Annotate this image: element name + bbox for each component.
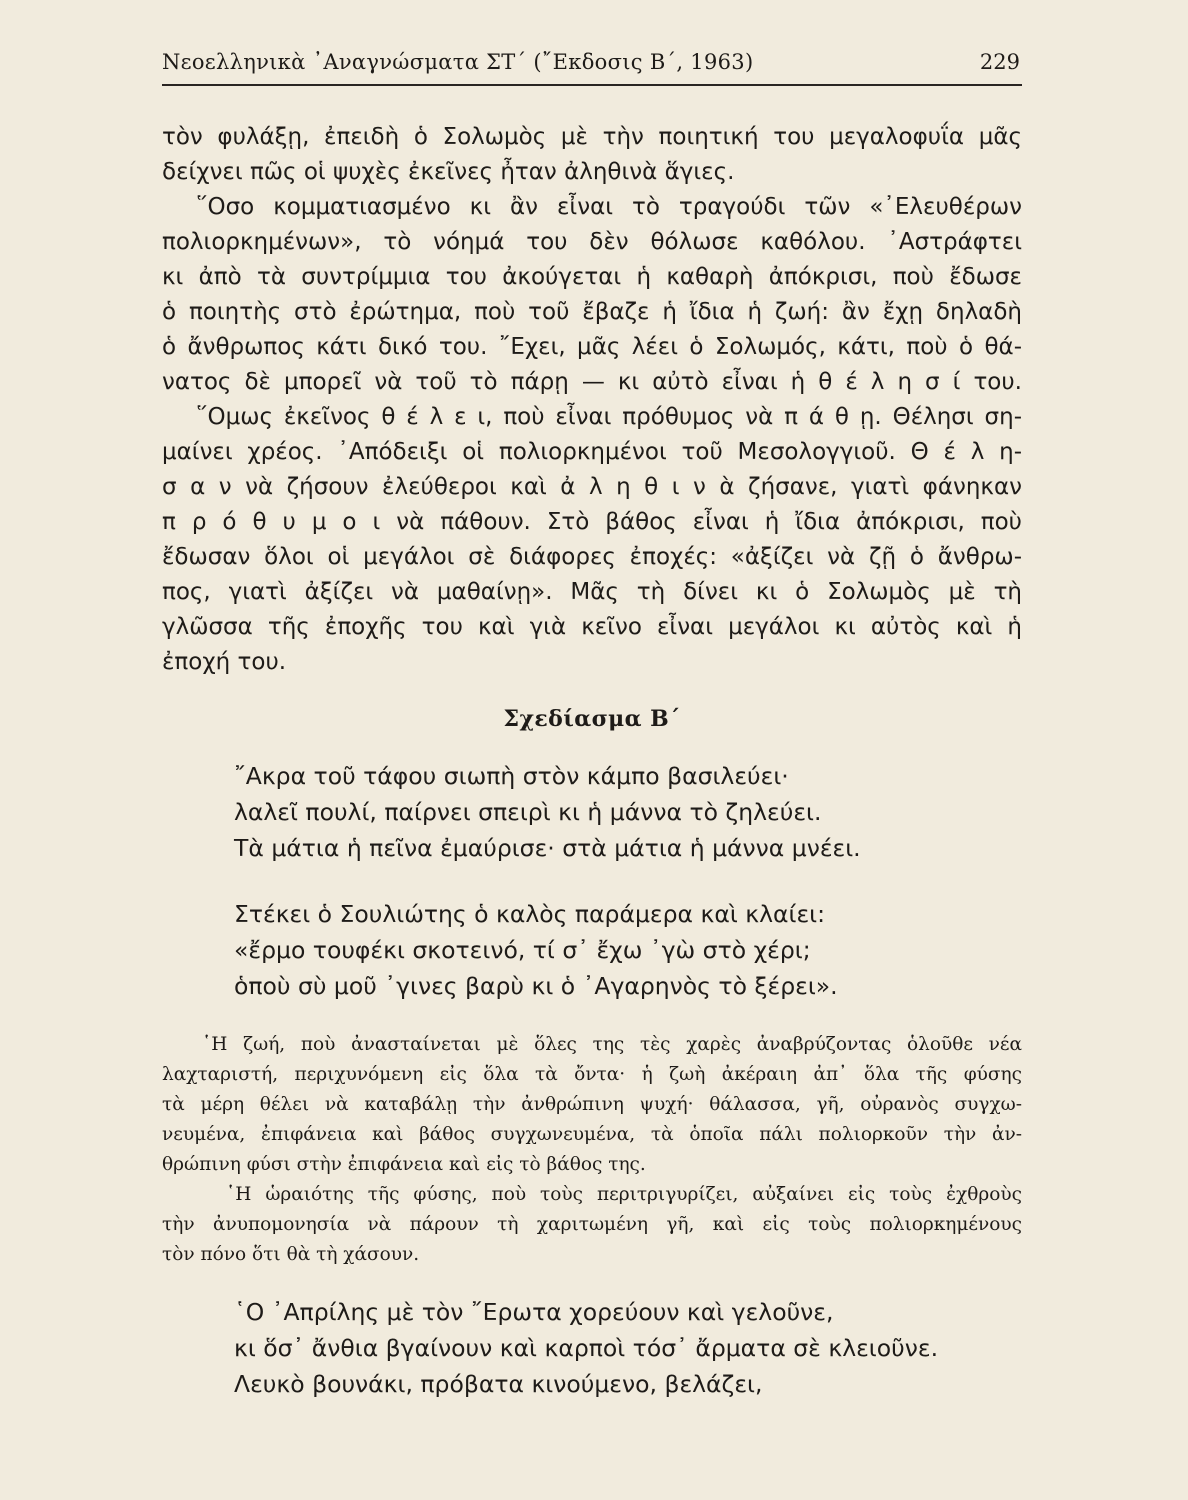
header-rule [162, 84, 1022, 86]
note-line: λαχταριστή, περιχυνόμενη εἰς ὅλα τὰ ὄντα· ἡ ζωὴ ἀκέραιη ἀπ᾿ ὅλα τῆς φύσης [162, 1064, 1022, 1085]
note-line: θρώπινη φύσι στὴν ἐπιφάνεια καὶ εἰς τὸ βάθος της. [162, 1154, 646, 1175]
note-line: τὸν πόνο ὅτι θὰ τὴ χάσουν. [162, 1244, 420, 1265]
text-line: ῞Οσο κομματιασμένο κι ἂν εἶναι τὸ τραγούδι τῶν «᾿Ελευθέρων [196, 194, 1022, 220]
text-line: κι ἀπὸ τὰ συντρίμμια του ἀκούγεται ἡ καθαρὴ ἀπόκρισι, ποὺ ἔδωσε [162, 264, 1022, 290]
text-line: πολιορκημένων», τὸ νόημά του δὲν θόλωσε καθόλου. ᾿Αστράφτει [162, 229, 1022, 255]
verse-line: ῎Ακρα τοῦ τάφου σιωπὴ στὸν κάμπο βασιλεύει· [234, 762, 789, 790]
running-header [162, 48, 1022, 80]
verse-line: κι ὅσ᾿ ἄνθια βγαίνουν καὶ καρποὶ τόσ᾿ ἄρματα σὲ κλειοῦνε. [234, 1334, 939, 1362]
text-line: ὁ ἄνθρωπος κάτι δικό του. ῎Εχει, μᾶς λέει ὁ Σολωμός, κάτι, ποὺ ὁ θά- [162, 334, 1022, 360]
poem-stanza-3 [234, 1294, 1034, 1402]
verse-line: Λευκὸ βουνάκι, πρόβατα κινούμενο, βελάζει, [234, 1370, 763, 1398]
text-line: ῞Ομως ἐκεῖνος θ έ λ ε ι, ποὺ εἶναι πρόθυμος νὰ π ά θ ῃ. Θέλησι ση- [196, 404, 1022, 430]
text-line: τὸν φυλάξῃ, ἐπειδὴ ὁ Σολωμὸς μὲ τὴν ποιητική του μεγαλοφυΐα μᾶς [162, 124, 1022, 150]
notes-block [162, 1030, 1022, 1270]
poem-stanza-2 [234, 896, 1034, 1004]
note-line: ῾Η ζωή, ποὺ ἀνασταίνεται μὲ ὅλες της τὲς χαρὲς ἀναβρύζοντας ὁλοῦθε νέα [202, 1034, 1022, 1055]
header-title: Νεοελληνικὰ ᾿Αναγνώσματα ΣΤ΄ (῎Εκδοσις Β΄, 1963) [162, 50, 754, 74]
note-line: τὴν ἀνυπομονησία νὰ πάρουν τὴ χαριτωμένη γῆ, καὶ εἰς τοὺς πολιορκημένους [162, 1214, 1022, 1235]
verse-line: Τὰ μάτια ἡ πεῖνα ἐμαύρισε· στὰ μάτια ἡ μάννα μνέει. [234, 834, 861, 862]
text-line: ἐποχή του. [162, 649, 287, 675]
verse-line: «ἔρμο τουφέκι σκοτεινό, τί σ᾿ ἔχω ᾿γὼ στὸ χέρι; [234, 936, 811, 964]
page-number: 229 [979, 50, 1020, 74]
verse-line: λαλεῖ πουλί, παίρνει σπειρὶ κι ἡ μάννα τὸ ζηλεύει. [234, 798, 822, 826]
note-line: νευμένα, ἐπιφάνεια καὶ βάθος συγχωνευμένα, τὰ ὁποῖα πάλι πολιορκοῦν τὴν ἀν- [162, 1124, 1022, 1145]
verse-line: Στέκει ὁ Σουλιώτης ὁ καλὸς παράμερα καὶ κλαίει: [234, 900, 826, 928]
text-line: ἔδωσαν ὅλοι οἱ μεγάλοι σὲ διάφορες ἐποχές: «ἀξίζει νὰ ζῇ ὁ ἄνθρω- [162, 544, 1022, 570]
text-line: πος, γιατὶ ἀξίζει νὰ μαθαίνῃ». Μᾶς τὴ δίνει κι ὁ Σολωμὸς μὲ τὴ [162, 579, 1022, 605]
text-line: γλῶσσα τῆς ἐποχῆς του καὶ γιὰ κεῖνο εἶναι μεγάλοι κι αὐτὸς καὶ ἡ [162, 614, 1022, 640]
text-line: ὁ ποιητὴς στὸ ἐρώτημα, ποὺ τοῦ ἔβαζε ἡ ἴδια ἡ ζωή: ἂν ἔχῃ δηλαδὴ [162, 299, 1022, 325]
verse-line: ῾Ο ᾿Απρίλης μὲ τὸν ῎Ερωτα χορεύουν καὶ γελοῦνε, [234, 1298, 834, 1326]
text-line: δείχνει πῶς οἱ ψυχὲς ἐκεῖνες ἦταν ἀληθινὰ ἅγιες. [162, 159, 735, 185]
text-line: μαίνει χρέος. ᾿Απόδειξι οἱ πολιορκημένοι τοῦ Μεσολογγιοῦ. Θ έ λ η- [162, 439, 1022, 465]
note-line: ῾Η ὡραιότης τῆς φύσης, ποὺ τοὺς περιτριγυρίζει, αὐξαίνει εἰς τοὺς ἐχθροὺς [226, 1184, 1022, 1205]
text-line: π ρ ό θ υ μ ο ι νὰ πάθουν. Στὸ βάθος εἶναι ἡ ἴδια ἀπόκρισι, ποὺ [162, 509, 1022, 535]
poem-stanza-1 [234, 758, 1034, 866]
text-line: σ α ν νὰ ζήσουν ἐλεύθεροι καὶ ἀ λ η θ ι ν ὰ ζήσανε, γιατὶ φάνηκαν [162, 474, 1022, 500]
section-heading: Σχεδίασμα Β΄ [503, 706, 681, 732]
text-line: νατος δὲ μπορεῖ νὰ τοῦ τὸ πάρῃ — κι αὐτὸ εἶναι ἡ θ έ λ η σ ί του. [162, 369, 1022, 395]
verse-line: ὁποὺ σὺ μοῦ ᾿γινες βαρὺ κι ὁ ᾿Αγαρηνὸς τὸ ξέρει». [234, 972, 838, 1000]
prose-block [162, 120, 1022, 680]
note-line: τὰ μέρη θέλει νὰ καταβάλῃ τὴν ἀνθρώπινη ψυχή· θάλασσα, γῆ, οὐρανὸς συγχω- [162, 1094, 1022, 1115]
